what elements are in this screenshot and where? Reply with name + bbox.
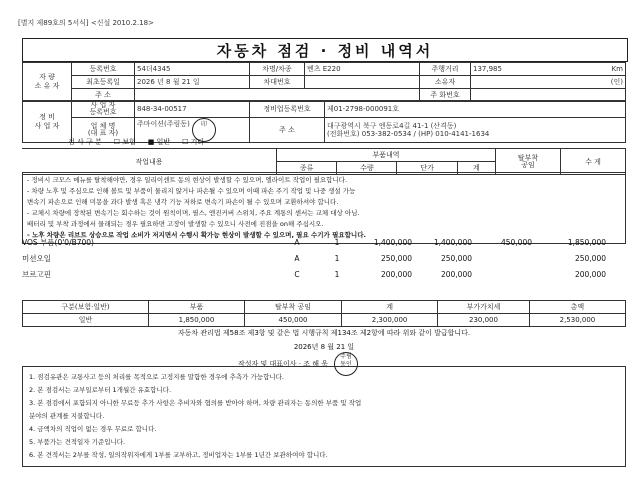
parts-col-kind: 종류: [277, 162, 337, 175]
parts-col-qty: 수량: [337, 162, 397, 175]
footnote-line: 1. 점검유관은 교통사고 등의 처리를 목적으로 고정지를 말함한 경우에 추측가 가능합니다.: [29, 373, 284, 381]
parts-col-total: 계: [457, 162, 495, 175]
shop-contact-value: (전화번호) 053-382-0534 / (HP) 010-4141-1634: [327, 130, 490, 138]
summary-col: 부가가치세: [438, 301, 530, 314]
check-option-general[interactable]: ■ 일반: [147, 138, 171, 146]
shop-address-value: 대구광역시 북구 엔동로4길 41-1 (산격동): [327, 122, 457, 130]
item-labor: 450,000: [500, 237, 532, 247]
bizno-value: 848-34-00517: [135, 101, 250, 118]
address-label: 주 소: [72, 89, 135, 102]
mileage-value: [471, 63, 626, 76]
footnote-line: 분야의 관계를 지불합니다.: [29, 412, 105, 420]
footnote-line: 3. 본 점검에서 포함되지 아니한 무료등 추가 사항은 추비자와 협의를 받아야 하며, 차량 관리자는 동의한 부품 및 작업: [29, 399, 362, 407]
model-value: 벤츠 E220: [305, 63, 420, 76]
summary-table: [22, 300, 626, 327]
notice-line: 변속기 파손으로 인해 미몽을 과다 발생 혹은 냉각 기능 저하로 변속기 파손이 될 수 있으며 교환하셔야 합니다.: [27, 198, 339, 206]
summary-col: 계: [342, 301, 438, 314]
notice-line: - 노후 차량은 리브트 상승으로 작업 소비가 저지면서 수행시 확가능 현상이 발생할 수 있으며, 필요 수기가 필요합니다.: [27, 231, 366, 239]
summary-value: 2,300,000: [342, 314, 438, 327]
plate-value: 54더4345: [135, 63, 250, 76]
item-total: 1,400,000: [433, 237, 472, 247]
summary-value: 450,000: [245, 314, 342, 327]
summary-value: 일반: [23, 314, 149, 327]
mileage-unit: Km: [611, 65, 623, 73]
items-list: [22, 234, 626, 282]
item-row: [22, 234, 626, 250]
summary-col: 부품: [148, 301, 244, 314]
document-title: 자동차 점검 · 정비 내역서: [216, 41, 434, 60]
work-header-table: [22, 148, 626, 175]
mileage-number: 137,985: [473, 65, 502, 73]
item-name: 브르고핀: [22, 269, 51, 279]
shopname-value: 주마이션(주림동): [137, 120, 190, 128]
summary-col: 탈부착 공임: [245, 301, 342, 314]
vin-label: 차대번호: [250, 76, 305, 89]
item-amount: 250,000: [574, 253, 606, 263]
footnote-line: 4. 금액차의 직업이 없는 경우 무료로 합니다.: [29, 425, 157, 433]
notice-line: 배터리 및 부착 과정에서 물래되는 경우 필요하면 고장이 발생할 수 있으니 사전에 진점을 on해 주십시오.: [27, 220, 324, 228]
mileage-label: 주행거리: [420, 63, 471, 76]
work-content-label: 작업내용: [22, 149, 277, 175]
notice-line: - 차량 노후 및 주심으로 인해 볼트 및 부품이 물리지 않거나 파손될 수 있으며 이때 파손 주기 작업 및 나중 생설 가능: [27, 187, 356, 195]
notice-line: - 교체시 차량에 장착된 변속기는 회수하는 것이 원칙이며, 필스, 엔진커버 스위치, 주요 계통의 센서는 교체 대상 아님.: [27, 209, 360, 217]
shop-seal-stamp: 印: [192, 118, 216, 142]
fee-label: 수 게: [561, 149, 626, 175]
reg-date-value: 2026 년 8 월 21 일: [135, 76, 250, 89]
shop-address-cell: [325, 118, 626, 143]
reg-date-label: 최초등록일: [72, 76, 135, 89]
check-option-other[interactable]: ☐ 기타: [182, 138, 205, 146]
item-name: VOS 부품(0'0/B700): [22, 237, 94, 247]
estimate-document: [8, 4, 632, 476]
item-amount: 1,850,000: [567, 237, 606, 247]
shop-address-label: 주 소: [250, 118, 325, 143]
notice-line: - 정비시 크모스 메뉴를 탈착해야만, 경우 일리이센트 동의 현상이 발생할 수 있으며, 엘라이트 작업이 필요합니다.: [27, 176, 348, 184]
regno-value: 제01-2798-000091호: [325, 101, 626, 118]
item-kind: A: [294, 237, 300, 247]
summary-value: 1,850,000: [148, 314, 244, 327]
item-unit: 1,400,000: [373, 237, 412, 247]
vin-value: [305, 76, 420, 89]
item-row: [22, 266, 626, 282]
vehicle-section-label: 자 량 소 유 자: [23, 63, 72, 102]
owner-label: 소유자: [420, 76, 471, 89]
item-row: [22, 250, 626, 266]
item-name: 미션오일: [22, 253, 51, 263]
phone-label: 주 화번호: [420, 89, 471, 102]
legal-statement: 자동차 관리법 제58조 제3항 및 같은 법 시행규칙 제134조 제2항에 따라 위와 같이 발급합니다.: [177, 329, 471, 337]
footnote-line: 2. 본 점검서는 교부일로부터 1개월간 유효합니다.: [29, 386, 172, 394]
sign-date: 2026년 8 월 21 일: [293, 343, 355, 351]
signer-name: 작성자 및 대표이사 · 조 해 욱: [238, 360, 328, 368]
check-type-label: 검 사 구 분: [68, 138, 102, 146]
item-total: 250,000: [440, 253, 472, 263]
item-unit: 250,000: [380, 253, 412, 263]
plate-label: 등록번호: [72, 63, 135, 76]
footnote-line: 6. 본 견적서는 2부를 작성, 일의작위자에게 1부를 교부하고, 정비업자는 1부를 1년간 보관하여야 합니다.: [29, 451, 328, 459]
item-qty: 1: [334, 237, 340, 247]
labor-label: 탈부착 공임: [496, 149, 561, 175]
form-header-note: [별지 제89호의 5서식] <신설 2010.2.18>: [18, 19, 154, 27]
item-kind: C: [294, 269, 300, 279]
owner-seal: (인): [471, 76, 626, 89]
shopname-label: 업 체 명 (대 표 자): [72, 118, 135, 143]
item-amount: 200,000: [574, 269, 606, 279]
item-unit: 200,000: [380, 269, 412, 279]
summary-col: 총액: [529, 301, 625, 314]
item-qty: 1: [334, 269, 340, 279]
check-type-row: [68, 137, 204, 147]
check-option-insurance[interactable]: ☐ 보험: [113, 138, 136, 146]
item-kind: A: [294, 253, 300, 263]
summary-value: 230,000: [438, 314, 530, 327]
footnote-line: 5. 부품가는 견적일자 기준입니다.: [29, 438, 126, 446]
summary-value: 2,530,000: [529, 314, 625, 327]
company-stamp: 주림 동인: [334, 352, 358, 376]
summary-col: 구분(보험·일반): [23, 301, 149, 314]
item-total: 200,000: [440, 269, 472, 279]
regno-label: 정비업등록번호: [250, 101, 325, 118]
model-label: 차명/차종: [250, 63, 305, 76]
bizno-label: 사 업 자 등록번호: [72, 101, 135, 118]
parts-col-unit: 단가: [397, 162, 457, 175]
shop-section-label: 정 비 사 업 자: [23, 101, 72, 143]
parts-label: 부품내역: [277, 149, 496, 162]
item-qty: 1: [334, 253, 340, 263]
vehicle-table: [22, 62, 626, 102]
title-box: [22, 38, 628, 62]
footnotes-box: [22, 366, 626, 467]
